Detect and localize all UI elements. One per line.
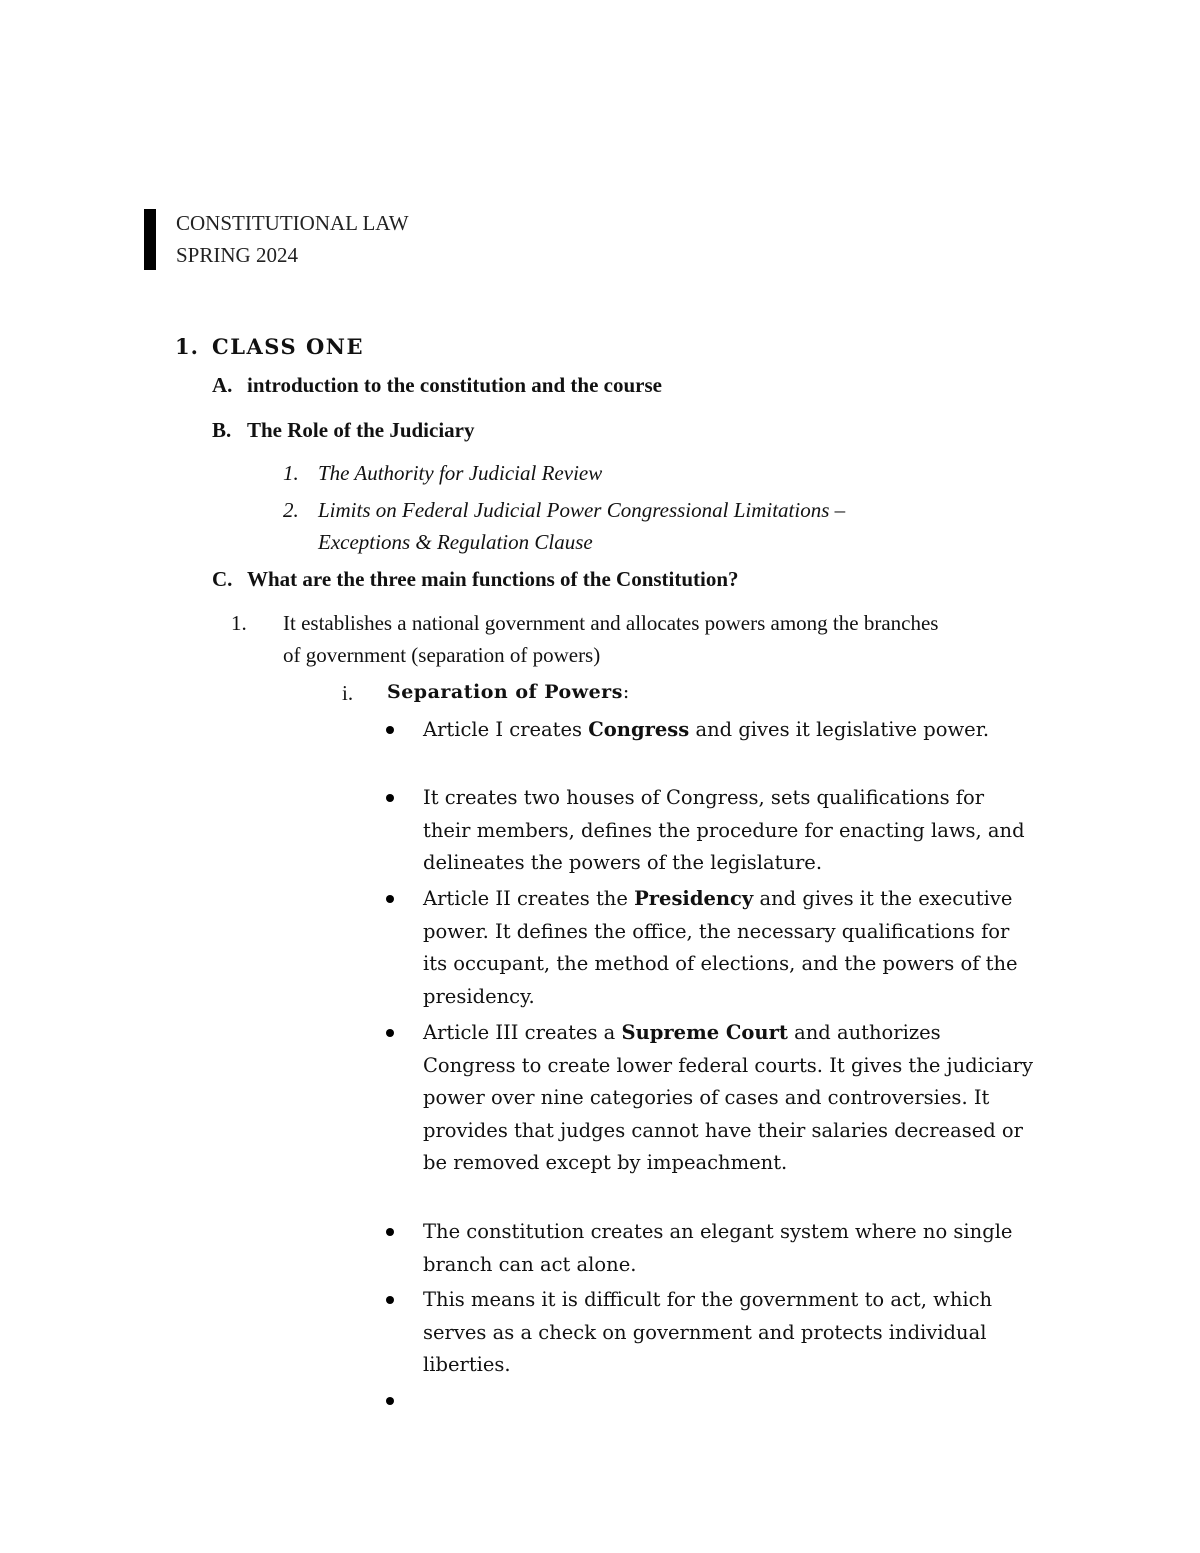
- subsection-c-item-1-number: 1.: [231, 611, 247, 635]
- bullet-3-pre: Article II creates the: [423, 887, 635, 910]
- bullet-text-3: [423, 883, 1033, 1013]
- section-number: 1.: [175, 334, 199, 359]
- bullet-1-bold: Congress: [588, 718, 690, 741]
- bullet-dot-2: [386, 794, 394, 802]
- bullet-dot-7-empty: [386, 1397, 394, 1405]
- bullet-3-post: and gives it the executive power. It defines the office, the necessary qualifications for its occupant, the method of elections, and the powers of the presidency.: [423, 887, 1018, 1008]
- bullet-dot-3: [386, 895, 394, 903]
- roman-item-number: i.: [342, 681, 354, 705]
- bullet-dot-6: [386, 1296, 394, 1304]
- subsection-b-item-2-text-line1: Limits on Federal Judicial Power Congressional Limitations –: [318, 498, 846, 522]
- roman-item-colon: :: [622, 681, 630, 703]
- bullet-4-pre: Article III creates a: [423, 1021, 622, 1044]
- roman-item-title: Separation of Powers: [387, 681, 623, 703]
- bullet-3-bold: Presidency: [634, 887, 754, 910]
- bullet-4-post: and authorizes Congress to create lower federal courts. It gives the judiciary power over nine categories of cases and controversies. It provides that judges cannot have their salaries decreased or be removed except by impeachment.: [423, 1021, 1034, 1174]
- bullet-text-2: It creates two houses of Congress, sets qualifications for their members, defines the procedure for enacting laws, and delineates the powers of the legislature.: [423, 786, 1025, 874]
- roman-item-title-wrap: [387, 681, 630, 703]
- subsection-c-letter: C.: [212, 567, 233, 591]
- bullet-1-post: and gives it legislative power.: [689, 718, 990, 741]
- course-title: CONSTITUTIONAL LAW: [176, 211, 409, 235]
- subsection-b-item-1-number: 1.: [283, 461, 299, 485]
- course-term: SPRING 2024: [176, 243, 298, 267]
- subsection-c-item-1-text-line1: It establishes a national government and allocates powers among the branches: [283, 611, 939, 635]
- subsection-c-title: What are the three main functions of the Constitution?: [247, 567, 739, 591]
- bullet-text-5: The constitution creates an elegant system where no single branch can act alone.: [423, 1220, 1013, 1276]
- subsection-b-letter: B.: [212, 418, 232, 442]
- bullet-text-1: [423, 714, 1033, 747]
- header-accent-bar: [144, 209, 156, 270]
- subsection-b-item-2-number: 2.: [283, 498, 299, 522]
- bullet-dot-1: [386, 726, 394, 734]
- subsection-b-item-1-text: The Authority for Judicial Review: [318, 461, 603, 485]
- subsection-b-item-2-text-line2: Exceptions & Regulation Clause: [318, 530, 593, 554]
- section-title: CLASS ONE: [212, 334, 364, 359]
- bullet-dot-5: [386, 1228, 394, 1236]
- bullet-1-pre: Article I creates: [423, 718, 589, 741]
- bullet-text-4: [423, 1017, 1033, 1180]
- subsection-a-title: introduction to the constitution and the course: [247, 373, 662, 397]
- subsection-a-letter: A.: [212, 373, 233, 397]
- bullet-text-6: This means it is difficult for the government to act, which serves as a check on government and protects individual liberties.: [423, 1288, 993, 1376]
- bullet-dot-4: [386, 1029, 394, 1037]
- subsection-b-title: The Role of the Judiciary: [247, 418, 475, 442]
- bullet-4-bold: Supreme Court: [621, 1021, 788, 1044]
- subsection-c-item-1-text-line2: of government (separation of powers): [283, 643, 601, 667]
